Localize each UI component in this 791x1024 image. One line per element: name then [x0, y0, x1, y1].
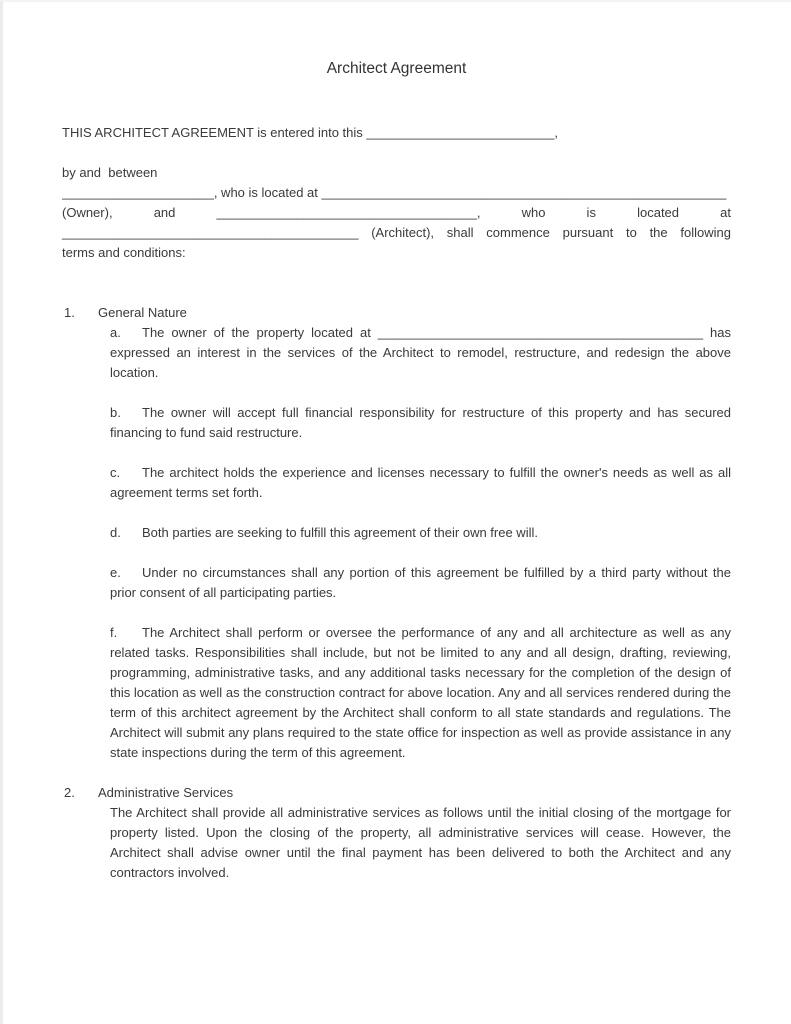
- clause-f-marker: f.: [110, 625, 118, 640]
- document-title: Architect Agreement: [326, 60, 467, 77]
- clause-e-text: Under no circumstances shall any portion of this agreement be fulfilled by a third party without the prior consent of all participating parties.: [110, 565, 731, 600]
- clause-a: [110, 323, 731, 383]
- intro-terms-line: terms and conditions:: [62, 245, 186, 260]
- section-general-nature: [62, 303, 731, 763]
- section-administrative-services: [62, 783, 731, 883]
- section-heading: [62, 783, 731, 803]
- administrative-services-text: The Architect shall provide all administrative services as follows until the initial closing of the mortgage for property listed. Upon the closing of the property, all administrative services will cease. However, the Architect shall advise owner until the final payment has been delivered to both the Architect and any contractors involved.: [110, 805, 731, 880]
- clause-d-text: Both parties are seeking to fulfill this agreement of their own free will.: [142, 525, 538, 540]
- clause-a-text: The owner of the property located at _____________________________________________ has expressed an interest in the services of the Architect to remodel, restructure, and redesign the above location.: [110, 325, 731, 380]
- clause-f-text: The Architect shall perform or oversee the performance of any and all architecture as well as any related tasks. Responsibilities shall include, but not be limited to any and all design, drafting, reviewing, programming, administrative tasks, and any additional tasks necessary for the completion of the design of this location as well as the construction contract for above location. Any and all services rendered during the term of this architect agreement by the Architect shall conform to all state standards and regulations. The Architect will submit any plans required to the state office for inspection as well as provide assistance in any state inspections during the term of this agreement.: [110, 625, 731, 760]
- clause-b-text: The owner will accept full financial responsibility for restructure of this property and has secured financing to fund said restructure.: [110, 405, 731, 440]
- intro-section: [62, 123, 731, 263]
- section-heading: [62, 303, 731, 323]
- section-title: Administrative Services: [98, 785, 234, 800]
- intro-commence-line: _________________________________________ (Architect), shall commence pursuant to the following: [62, 225, 731, 240]
- clause-a-marker: a.: [110, 325, 121, 340]
- clause-d: [110, 523, 731, 543]
- section-title: General Nature: [98, 305, 187, 320]
- administrative-services-paragraph: [110, 803, 731, 883]
- clause-d-marker: d.: [110, 525, 121, 540]
- clause-c-marker: c.: [110, 465, 121, 480]
- intro-architect-blank-line: (Owner), and ____________________________________, who is located at: [62, 205, 731, 220]
- clause-e: [110, 563, 731, 603]
- clause-c-text: The architect holds the experience and licenses necessary to fulfill the owner's needs as well as all agreement terms set forth.: [110, 465, 731, 500]
- clause-b-marker: b.: [110, 405, 121, 420]
- intro-by-and-between-line: by and between: [62, 165, 158, 180]
- intro-owner-blank-line: _____________________, who is located at ________________________________________________________: [62, 185, 727, 200]
- section-number: 2.: [64, 785, 75, 800]
- clause-f: [110, 623, 731, 763]
- section-number: 1.: [64, 305, 75, 320]
- clause-b: [110, 403, 731, 443]
- clause-c: [110, 463, 731, 503]
- intro-entered-into-line: THIS ARCHITECT AGREEMENT is entered into this __________________________,: [62, 125, 558, 140]
- clause-e-marker: e.: [110, 565, 121, 580]
